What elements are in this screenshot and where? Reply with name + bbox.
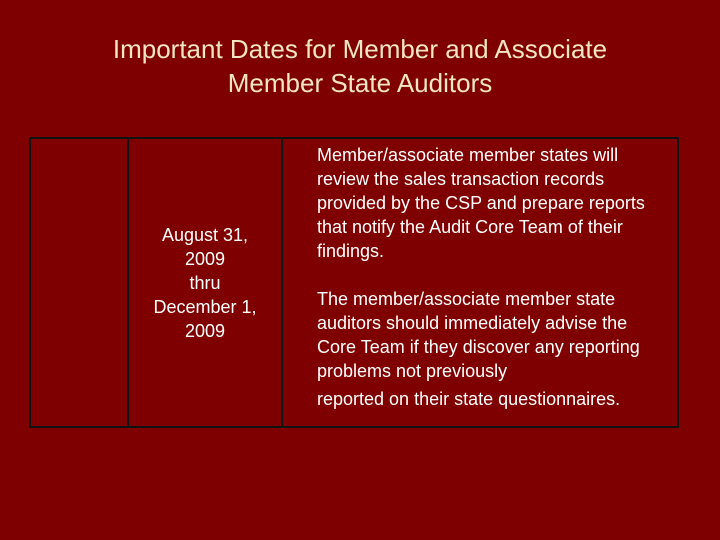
empty-cell [30,138,128,427]
date-range-cell [128,138,282,427]
slide-title [0,32,720,100]
date-line: 2009 [184,248,226,269]
slide-title-line-2: Member State Auditors [227,68,493,98]
date-line: thru [189,272,221,293]
table-row [30,138,678,427]
dates-table [29,137,679,428]
advise-paragraph-main: The member/associate member state auditors should immediately advise the Core Team if they discover any reporting problems not previously [317,289,640,381]
date-line: 2009 [184,320,226,341]
advise-paragraph [317,287,667,411]
description-cell [282,138,678,427]
slide-title-line-1: Important Dates for Member and Associate [112,34,608,64]
date-line: December 1, [153,296,257,317]
review-paragraph: Member/associate member states will review the sales transaction records provided by the CSP and prepare reports that notify the Audit Core Team of their findings. [317,145,645,261]
advise-paragraph-tail: reported on their state questionnaires. [317,389,621,409]
date-line: August 31, [161,224,249,245]
